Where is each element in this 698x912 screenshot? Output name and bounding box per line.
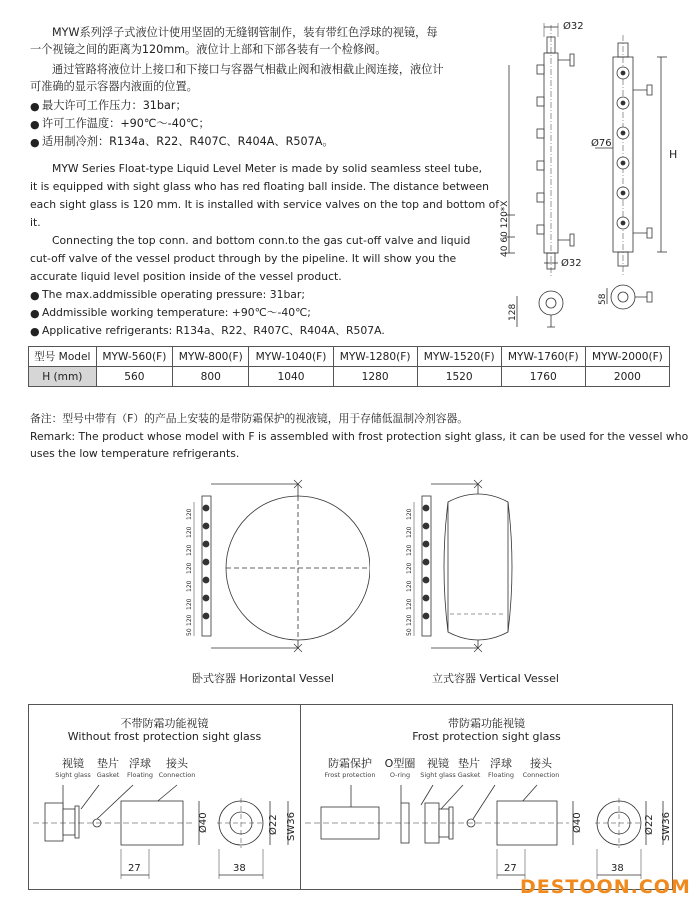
en-bullet-refrigerants: Applicative refrigerants: R134a、R22、R407C、R404A、R507A. xyxy=(42,324,385,337)
table-cell: 1280 xyxy=(333,367,417,387)
en-para2-line2: cut-off valve of the vessel product through by the pipeline. It will show you the xyxy=(30,252,457,265)
bullet-icon: ● xyxy=(30,100,40,113)
sight-glass-drawing-left xyxy=(29,783,300,887)
dim-d76: Ø76 xyxy=(591,138,612,149)
dim-h: H xyxy=(669,148,678,161)
table-header-cell: MYW-1760(F) xyxy=(501,347,585,367)
dim-d32-bottom: Ø32 xyxy=(561,258,582,269)
label-sight-glass: 视镜 Sight glass xyxy=(55,757,91,779)
dim-58: 58 xyxy=(598,293,608,305)
bullet-icon: ● xyxy=(30,325,40,338)
cn-para2-line1: 通过管路将液位计上接口和下接口与容器气相截止阀和液相截止阀连接，液位计 xyxy=(52,63,444,76)
dim-120: 120 xyxy=(406,508,413,520)
label-frost-protection: 防霜保护 Frost protection xyxy=(324,757,376,779)
dim-left-stack: 40 60 120*X xyxy=(500,200,510,257)
dim-120: 120 xyxy=(186,598,193,610)
en-para2-line3: accurate liquid level position inside of the vessel product. xyxy=(30,270,342,283)
dim-d40: Ø40 xyxy=(572,812,583,833)
remark-en-line1: Remark: The product whose model with F is assembled with frost protection sight glass, it can be used for the vessel who xyxy=(30,430,689,443)
dim-120: 120 xyxy=(406,580,413,592)
table-row xyxy=(29,367,670,387)
table-header-cell: MYW-1040(F) xyxy=(249,347,333,367)
dim-d40: Ø40 xyxy=(198,812,209,833)
right-panel-title-en: Frost protection sight glass xyxy=(412,730,561,743)
table-header-cell: MYW-1520(F) xyxy=(417,347,501,367)
bullet-icon: ● xyxy=(30,136,40,149)
remark-en-line2: uses the low temperature refrigerants. xyxy=(30,447,240,460)
dim-sw36: SW36 xyxy=(286,812,297,841)
label-floating: 浮球 Floating xyxy=(126,757,154,779)
en-para1-line4: it. xyxy=(30,216,41,229)
en-para1-line2: it is equipped with sight glass who has red floating ball inside. The distance between xyxy=(30,180,490,193)
cn-bullet-refrigerants: 适用制冷剂：R134a、R22、R407C、R404A、R507A。 xyxy=(42,135,334,148)
sight-glass-section xyxy=(28,704,673,890)
table-cell: 560 xyxy=(96,367,172,387)
dim-120: 120 xyxy=(406,614,413,626)
bullet-icon: ● xyxy=(30,118,40,131)
dim-38: 38 xyxy=(233,863,246,874)
dim-sw36: SW36 xyxy=(661,812,672,841)
table-cell: 2000 xyxy=(585,367,669,387)
right-panel-title-cn: 带防霜功能视镜 xyxy=(448,717,525,730)
dim-27: 27 xyxy=(504,863,517,874)
dim-d22: Ø22 xyxy=(268,814,279,835)
dim-128: 128 xyxy=(508,303,518,321)
intro-text-cn xyxy=(30,24,480,154)
cn-para2-line2: 可准确的显示容器内液面的位置。 xyxy=(30,80,198,93)
table-header-cell: MYW-2000(F) xyxy=(585,347,669,367)
label-gasket: 垫片 Gasket xyxy=(96,757,120,779)
dim-120: 120 xyxy=(186,508,193,520)
table-cell: 1760 xyxy=(501,367,585,387)
table-header-cell: 型号 Model xyxy=(29,347,97,367)
bullet-icon: ● xyxy=(30,289,40,302)
dim-120: 120 xyxy=(186,580,193,592)
label-floating-right: 浮球 Floating xyxy=(487,757,515,779)
watermark-logo: DESTOON.COM xyxy=(520,876,691,898)
cn-para1-line2: 一个视镜之间的距离为120mm。液位计上部和下部各装有一个检修阀。 xyxy=(30,43,387,56)
dim-120: 120 xyxy=(186,544,193,556)
en-bullet-pressure: The max.addmissible operating pressure: 31bar; xyxy=(42,288,305,301)
horizontal-vessel-drawing xyxy=(180,474,370,664)
left-panel-title-en: Without frost protection sight glass xyxy=(67,730,262,743)
table-cell: 1040 xyxy=(249,367,333,387)
table-header-cell: MYW-800(F) xyxy=(173,347,249,367)
label-o-ring: O型圈 O-ring xyxy=(384,757,416,779)
bullet-icon: ● xyxy=(30,307,40,320)
table-cell: 1520 xyxy=(417,367,501,387)
cn-para1-line1: MYW系列浮子式液位计使用坚固的无缝钢管制作，装有带红色浮球的视镜，每 xyxy=(52,26,438,39)
table-header-row xyxy=(29,347,670,367)
label-connection-right: 接头 Connection xyxy=(522,757,560,779)
dim-27: 27 xyxy=(128,863,141,874)
dim-50: 50 xyxy=(186,628,193,636)
table-cell: H (mm) xyxy=(29,367,97,387)
en-para1-line3: each sight glass is 120 mm. It is installed with service valves on the top and bottom of xyxy=(30,198,500,211)
caption-horizontal-vessel: 卧式容器 Horizontal Vessel xyxy=(192,672,334,685)
dim-120: 120 xyxy=(406,544,413,556)
intro-text-en xyxy=(30,160,500,338)
level-meter-drawing xyxy=(495,15,695,340)
label-gasket-right: 垫片 Gasket xyxy=(457,757,481,779)
dim-120: 120 xyxy=(186,562,193,574)
table-header-cell: MYW-560(F) xyxy=(96,347,172,367)
en-bullet-temperature: Addmissible working temperature: +90℃～-40℃; xyxy=(42,306,311,319)
dim-d32-top: Ø32 xyxy=(563,21,584,32)
label-sight-glass-right: 视镜 Sight glass xyxy=(420,757,456,779)
remark-cn: 备注：型号中带有（F）的产品上安装的是带防霜保护的视液镜，用于存储低温制冷剂容器。 xyxy=(30,412,469,425)
caption-vertical-vessel: 立式容器 Vertical Vessel xyxy=(432,672,559,685)
sight-glass-drawing-right xyxy=(301,783,672,887)
dim-120: 120 xyxy=(186,614,193,626)
dim-120: 120 xyxy=(406,562,413,574)
label-connection: 接头 Connection xyxy=(158,757,196,779)
cn-bullet-pressure: 最大许可工作压力：31bar； xyxy=(42,99,187,112)
en-para1-line1: MYW Series Float-type Liquid Level Meter is made by solid seamless steel tube, xyxy=(52,162,483,175)
dim-120: 120 xyxy=(406,526,413,538)
dim-120: 120 xyxy=(406,598,413,610)
model-table xyxy=(28,346,670,387)
left-panel-title-cn: 不带防霜功能视镜 xyxy=(120,717,209,730)
table-cell: 800 xyxy=(173,367,249,387)
dim-120: 120 xyxy=(186,526,193,538)
cn-bullet-temperature: 许可工作温度：+90℃～-40℃； xyxy=(42,117,210,130)
dim-38: 38 xyxy=(611,863,624,874)
vertical-vessel-drawing xyxy=(400,474,540,664)
dim-d22: Ø22 xyxy=(644,814,655,835)
table-header-cell: MYW-1280(F) xyxy=(333,347,417,367)
dim-50: 50 xyxy=(406,628,413,636)
en-para2-line1: Connecting the top conn. and bottom conn.to the gas cut-off valve and liquid xyxy=(52,234,471,247)
